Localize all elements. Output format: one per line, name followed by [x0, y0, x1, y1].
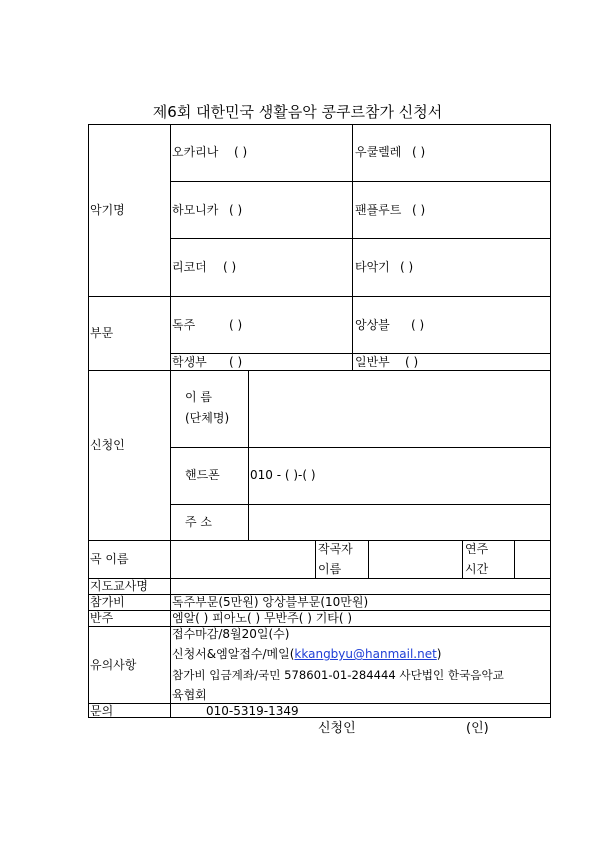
applicant-address-label: 주 소: [185, 515, 212, 529]
instrument-ukulele-label: 우쿨렐레: [355, 145, 402, 159]
division-ensemble-label: 앙상블: [355, 318, 390, 332]
fee-value: 독주부문(5만원) 앙상블부문(10만원): [172, 595, 369, 609]
instrument-harmonica-blank[interactable]: ( ): [229, 203, 243, 217]
notes-account-cont: 육협회: [172, 688, 207, 702]
notes-deadline: 접수마감/8월20일(수): [172, 627, 290, 641]
duration-label-line2: 시간: [465, 562, 489, 576]
instrument-recorder-blank[interactable]: ( ): [223, 260, 237, 274]
duration-label-line1: 연주: [465, 542, 489, 556]
teacher-label: 지도교사명: [90, 579, 148, 593]
applicant-address-field[interactable]: [249, 505, 550, 539]
instrument-ukulele-blank[interactable]: ( ): [412, 145, 426, 159]
instrument-panflute-blank[interactable]: ( ): [412, 203, 426, 217]
contact-label: 문의: [90, 704, 114, 718]
page-title: 제6회 대한민국 생활음악 콩쿠르참가 신청서: [152, 103, 443, 121]
composer-label-line2: 이름: [318, 562, 342, 576]
teacher-field[interactable]: [171, 579, 550, 593]
applicant-name-label: 이 름: [185, 390, 212, 404]
row-divider: [88, 703, 551, 704]
notes-email-line: [172, 647, 441, 662]
division-solo-blank[interactable]: ( ): [229, 318, 243, 332]
instrument-ocarina-label: 오카리나: [172, 145, 219, 159]
contact-phone: 010-5319-1349: [206, 704, 299, 718]
composer-field[interactable]: [369, 541, 461, 577]
instrument-percussion-label: 타악기: [355, 260, 390, 274]
instrument-ocarina-blank[interactable]: ( ): [234, 145, 248, 159]
notes-email-prefix: 신청서&엠알접수/메일(: [172, 647, 295, 661]
row-divider: [88, 626, 551, 627]
row-divider: [88, 296, 551, 297]
division-solo-label: 독주: [172, 318, 196, 332]
column-divider: [170, 124, 171, 718]
instrument-recorder-label: 리코더: [172, 260, 207, 274]
division-general-label: 일반부: [355, 355, 390, 369]
instrument-panflute-label: 팬플루트: [355, 203, 402, 217]
applicant-phone-label: 핸드폰: [185, 468, 220, 482]
row-divider: [88, 540, 551, 541]
instrument-percussion-blank[interactable]: ( ): [400, 260, 414, 274]
column-divider: [315, 540, 316, 578]
email-link[interactable]: kkangbyu@hanmail.net: [294, 647, 437, 661]
accompaniment-options[interactable]: 엠알( ) 피아노( ) 무반주( ) 기타( ): [172, 611, 353, 625]
song-title-label: 곡 이름: [90, 552, 129, 566]
division-student-label: 학생부: [172, 355, 207, 369]
division-general-blank[interactable]: ( ): [405, 355, 419, 369]
column-divider: [462, 540, 463, 578]
division-ensemble-blank[interactable]: ( ): [411, 318, 425, 332]
song-title-field[interactable]: [171, 541, 314, 577]
row-divider: [170, 238, 551, 239]
row-divider: [170, 181, 551, 182]
applicant-group-label: (단체명): [185, 411, 230, 425]
division-student-blank[interactable]: ( ): [229, 355, 243, 369]
division-label: 부문: [90, 326, 114, 340]
notes-account: 참가비 입금계좌/국민 578601-01-284444 사단법인 한국음악교: [172, 668, 504, 682]
instrument-label: 악기명: [90, 203, 125, 217]
applicant-phone-field[interactable]: 010 - ( )-( ): [250, 468, 316, 482]
duration-field[interactable]: [515, 541, 550, 577]
signature-label: 신청인: [318, 721, 356, 736]
accompaniment-label: 반주: [90, 611, 114, 625]
applicant-name-field[interactable]: [249, 371, 550, 446]
notes-email-suffix: ): [436, 647, 442, 661]
instrument-harmonica-label: 하모니카: [172, 203, 219, 217]
row-divider: [170, 353, 551, 354]
notes-label: 유의사항: [90, 658, 137, 672]
row-divider: [170, 447, 551, 448]
fee-label: 참가비: [90, 595, 125, 609]
signature-stamp[interactable]: (인): [466, 721, 489, 736]
column-divider: [352, 124, 353, 370]
composer-label-line1: 작곡자: [318, 542, 353, 556]
applicant-label: 신청인: [90, 438, 125, 452]
